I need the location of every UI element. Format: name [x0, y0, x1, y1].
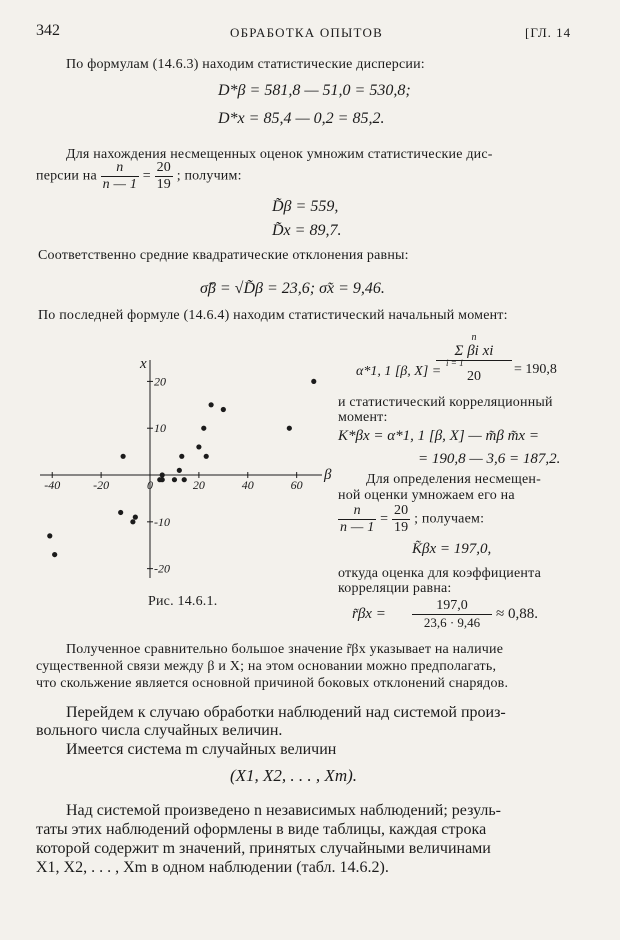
- paragraph-arbitrary-1: Перейдем к случаю обработки наблюдений над системой произ-: [66, 704, 506, 721]
- data-point: [160, 472, 165, 477]
- data-point: [196, 444, 201, 449]
- data-point: [177, 468, 182, 473]
- frac-num: n: [338, 503, 376, 520]
- paragraph-observations-4: X1, X2, . . . , Xm в одном наблюдении (табл. 14.6.2).: [36, 859, 389, 876]
- paragraph-significant-2: существенной связи между β и X; на этом основании можно предполагать,: [36, 659, 497, 674]
- x-axis-label: β: [324, 467, 332, 484]
- fraction-n-over-n-minus-1-right: [338, 503, 376, 536]
- data-point: [118, 510, 123, 515]
- fraction-20-over-19-right: [392, 503, 410, 536]
- frac-den: 19: [393, 520, 409, 535]
- page-number: 342: [36, 22, 60, 39]
- data-point: [160, 477, 165, 482]
- frac-den: n — 1: [340, 520, 375, 535]
- x-tick-label: 20: [192, 478, 205, 493]
- equation-d-x: D*x = 85,4 — 0,2 = 85,2.: [218, 110, 385, 127]
- paragraph-initial-moment: По последней формуле (14.6.4) находим статистический начальный момент:: [38, 308, 508, 323]
- equation-r-numerator: 197,0: [412, 598, 492, 615]
- fraction-row-right: $\frac{n}{n — 1}$ = $\frac{20}{19}$ ; получаем:: [340, 503, 485, 535]
- data-point: [204, 454, 209, 459]
- x-tick-label: 40: [241, 478, 254, 493]
- paragraph-significant-3: что скольжение является основной причиной боковых отклонений снарядов.: [36, 676, 509, 691]
- text-corr-coef-1: откуда оценка для коэффициента: [338, 566, 541, 581]
- data-point: [133, 515, 138, 520]
- sum-expression: Σ βi xi: [436, 342, 512, 361]
- data-point: [52, 552, 57, 557]
- frac-num: 20: [156, 160, 171, 175]
- text-unbiased-right-2: ной оценки умножаем его на: [338, 488, 515, 503]
- frac-den: n — 1: [102, 177, 138, 192]
- y-tick-label: 20: [154, 374, 166, 389]
- data-point: [121, 454, 126, 459]
- data-point: [182, 477, 187, 482]
- data-point: [311, 379, 316, 384]
- sum-denominator: 20: [467, 369, 481, 384]
- equation-k-line1: K*βx = α*1, 1 [β, X] — m̃β m̃x =: [338, 428, 539, 444]
- paragraph-std-dev: Соответственно средние квадратические отклонения равны:: [38, 248, 409, 263]
- data-point: [130, 519, 135, 524]
- x-tick-label: -40: [44, 478, 61, 493]
- data-point: [287, 426, 292, 431]
- fraction-20-over-19: [155, 160, 173, 193]
- frac-den: 19: [156, 177, 171, 192]
- unbiased-text-a: персии на: [36, 168, 97, 184]
- text-unbiased-right-1: Для определения несмещен-: [366, 472, 541, 487]
- unbiased-text-b: ; получим:: [176, 168, 242, 184]
- sum-lower-limit: i = 1: [446, 358, 464, 368]
- paragraph-dispersions: По формулам (14.6.3) находим статистические дисперсии:: [66, 57, 425, 72]
- data-point: [172, 477, 177, 482]
- equation-dtilde-x: D̃x = 89,7.: [272, 222, 342, 239]
- equation-k-tilde: K̃βx = 197,0,: [412, 541, 492, 557]
- x-tick-label: 60: [290, 478, 303, 493]
- scatter-plot-fig-14-6-1: [30, 348, 340, 588]
- unbiased-right-tail: ; получаем:: [414, 511, 485, 527]
- data-point: [179, 454, 184, 459]
- paragraph-observations-3: которой содержит m значений, принятых случайными величинами: [36, 840, 491, 857]
- frac-num: 20: [393, 503, 409, 518]
- equation-k-line2: = 190,8 — 3,6 = 187,2.: [418, 451, 561, 467]
- equation-dtilde-beta: D̃β = 559,: [272, 198, 339, 215]
- paragraph-significant-1: Полученное сравнительно большое значение r̃βx указывает на наличие: [66, 642, 504, 657]
- data-point: [209, 402, 214, 407]
- equation-alpha-rhs: = 190,8: [514, 362, 557, 377]
- equation-d-beta: D*β = 581,8 — 51,0 = 530,8;: [218, 82, 411, 99]
- data-point: [221, 407, 226, 412]
- equation-sigma: σ̃β = √D̃β = 23,6; σ̃x = 9,46.: [200, 280, 385, 297]
- equation-r-denominator: 23,6 · 9,46: [423, 615, 481, 630]
- data-point: [201, 426, 206, 431]
- y-tick-label: 10: [154, 421, 166, 436]
- text-corr-coef-2: корреляции равна:: [338, 581, 452, 596]
- equation-r-rhs: ≈ 0,88.: [496, 606, 538, 622]
- text-corr-moment-1: и статистический корреляционный: [338, 395, 553, 410]
- text-corr-moment-2: момент:: [338, 410, 388, 425]
- equation-alpha-lhs: α*1, 1 [β, X] =: [356, 364, 442, 379]
- paragraph-unbiased-line1: Для нахождения несмещенных оценок умножим статистические дис-: [66, 147, 493, 162]
- equation-r-lhs: r̃βx =: [352, 606, 386, 622]
- sum-upper-limit: n: [471, 332, 477, 343]
- frac-num: n: [101, 160, 139, 177]
- paragraph-arbitrary-2: вольного числа случайных величин.: [36, 722, 283, 739]
- paragraph-unbiased-line2: персии на $\frac{n}{n — 1}$ = $\frac{20}{19}$ ; получим:: [36, 160, 242, 192]
- fraction-n-over-n-minus-1: [101, 160, 139, 193]
- paragraph-system: Имеется система m случайных величин: [66, 741, 337, 758]
- chapter-marker: [ГЛ. 14: [525, 25, 572, 40]
- paragraph-observations-1: Над системой произведено n независимых наблюдений; резуль-: [66, 802, 501, 819]
- y-axis-label: x: [140, 356, 147, 372]
- figure-caption: Рис. 14.6.1.: [148, 594, 218, 609]
- y-tick-label: -20: [154, 561, 170, 576]
- paragraph-observations-2: таты этих наблюдений оформлены в виде таблицы, каждая строка: [36, 821, 487, 838]
- running-head: ОБРАБОТКА ОПЫТОВ: [230, 25, 383, 40]
- x-tick-label: -20: [93, 478, 110, 493]
- equation-system: (X1, X2, . . . , Xm).: [230, 766, 358, 785]
- data-point: [47, 533, 52, 538]
- x-tick-label: 0: [147, 478, 153, 493]
- y-tick-label: -10: [154, 514, 170, 529]
